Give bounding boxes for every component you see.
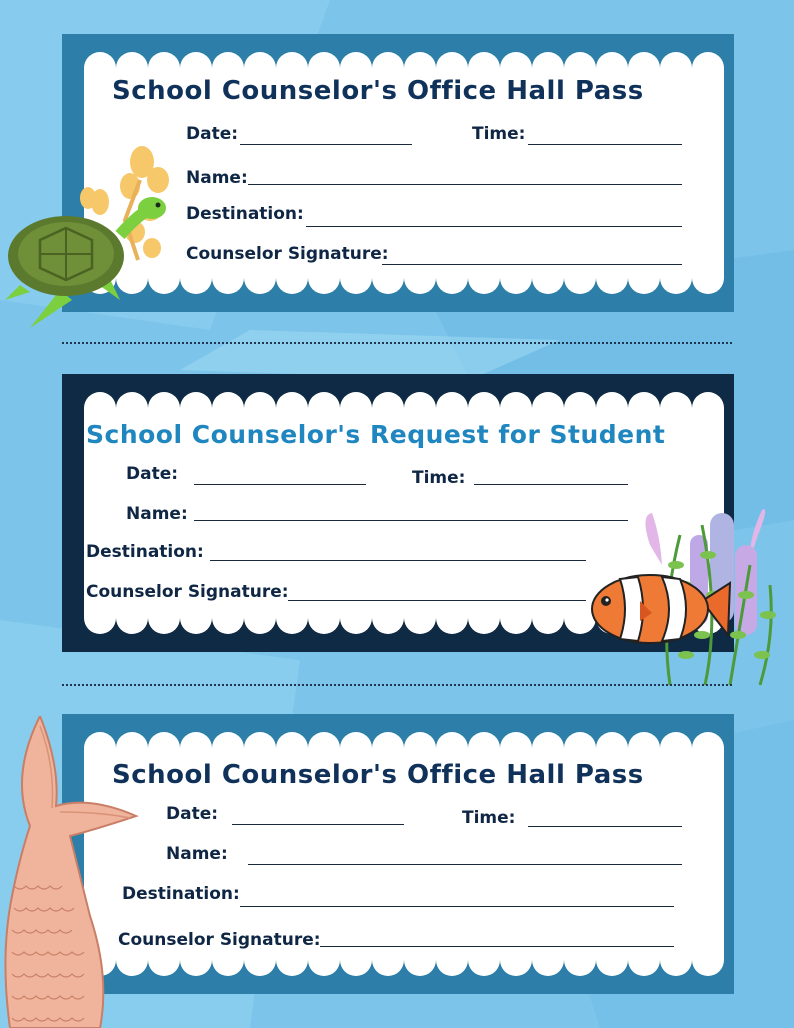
name-label: Name: [186,168,248,188]
destination-field-line[interactable] [306,226,682,227]
destination-field-line[interactable] [210,560,586,561]
date-label: Date: [186,124,239,144]
pass-title: School Counselor's Office Hall Pass [112,760,644,790]
clownfish-icon [590,505,794,690]
date-label: Date: [126,464,179,484]
time-label: Time: [412,468,466,488]
card-frame [62,714,734,994]
name-field-line[interactable] [248,864,682,865]
pass-title: School Counselor's Request for Student [86,420,666,449]
signature-label: Counselor Signature: [86,582,289,602]
date-field-line[interactable] [240,144,412,145]
sea-turtle-icon [0,140,175,330]
time-field-line[interactable] [474,484,628,485]
time-label: Time: [462,808,516,828]
pass-title: School Counselor's Office Hall Pass [112,76,644,106]
time-field-line[interactable] [528,826,682,827]
signature-label: Counselor Signature: [118,930,321,950]
signature-field-line[interactable] [382,264,682,265]
time-label: Time: [472,124,526,144]
hall-pass-card-3 [62,714,734,994]
mermaid-tail-icon [0,716,140,1028]
cut-line-1 [62,342,732,344]
date-field-line[interactable] [194,484,366,485]
name-label: Name: [126,504,188,524]
destination-field-line[interactable] [240,906,674,907]
destination-label: Destination: [186,204,304,224]
name-field-line[interactable] [248,184,682,185]
destination-label: Destination: [86,542,204,562]
name-label: Name: [166,844,228,864]
signature-field-line[interactable] [320,946,674,947]
signature-label: Counselor Signature: [186,244,389,264]
date-label: Date: [166,804,219,824]
name-field-line[interactable] [194,520,628,521]
signature-field-line[interactable] [288,600,586,601]
destination-label: Destination: [122,884,240,904]
time-field-line[interactable] [528,144,682,145]
date-field-line[interactable] [232,824,404,825]
cut-line-2 [62,684,732,686]
